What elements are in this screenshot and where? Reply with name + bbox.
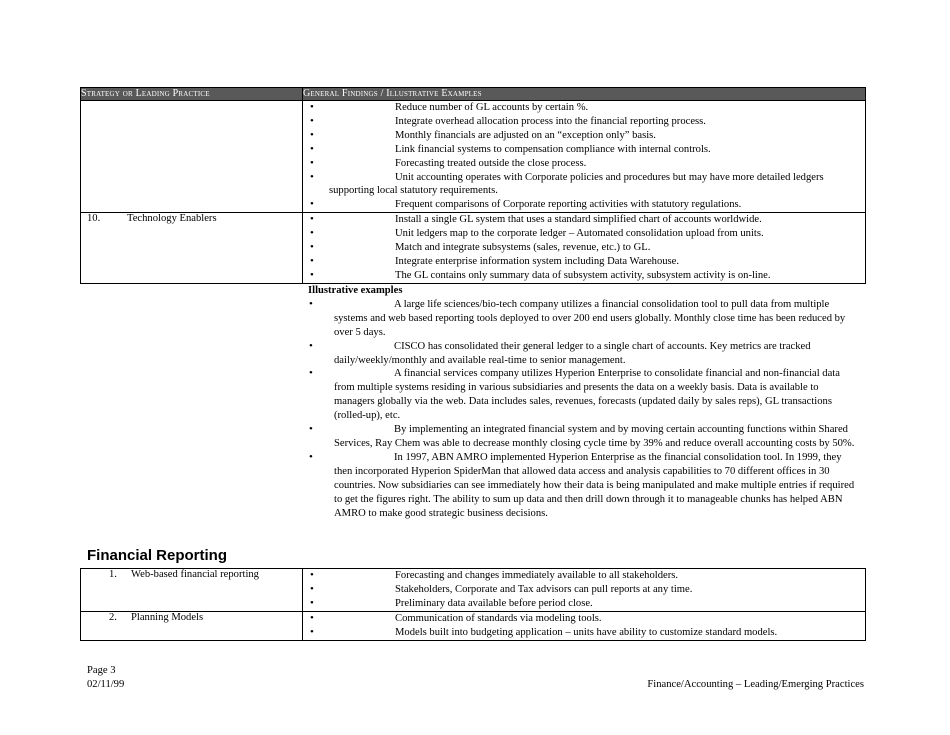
list-item: • Forecasting treated outside the close process. (309, 157, 865, 171)
findings-cell (303, 101, 866, 213)
list-item: • A financial services company utilizes Hyperion Enterprise to consolidate financial and non-financial data from multiple systems residing in various subsidiaries and presents the data on a weekly basis. Data is available to managers globally via the web. Data includes sales, revenues, forecasts (updated daily by sales reps), GL transactions (rolled-up), etc. (308, 367, 861, 423)
list-item: • Match and integrate subsystems (sales, revenue, etc.) to GL. (309, 241, 865, 255)
list-item: • Frequent comparisons of Corporate reporting activities with statutory regulations. (309, 198, 865, 212)
list-item: • Install a single GL system that uses a standard simplified chart of accounts worldwide. (309, 213, 865, 227)
practices-table (80, 87, 866, 284)
footer-left (87, 664, 124, 691)
list-item: • Unit accounting operates with Corporate policies and procedures but may have more detailed ledgers supporting local statutory requirements. (309, 171, 865, 199)
list-item: • A large life sciences/bio-tech company utilizes a financial consolidation tool to pull data from multiple systems and web based reporting tools deployed to over 200 end users globally. Monthly close time has been reduced by over 5 days. (308, 298, 861, 340)
strategy-label: Web-based financial reporting (131, 569, 259, 580)
strategy-cell (81, 611, 303, 640)
list-item: • Link financial systems to compensation compliance with internal controls. (309, 143, 865, 157)
list-item: • CISCO has consolidated their general ledger to a single chart of accounts. Key metrics are tracked daily/weekly/monthly and available real-time to senior management. (308, 340, 861, 368)
row-number: 2. (109, 611, 117, 623)
list-item: • The GL contains only summary data of subsystem activity, subsystem activity is on-line. (309, 269, 865, 283)
section-title: Financial Reporting (87, 547, 228, 564)
strategy-cell-empty (81, 101, 303, 213)
list-item: • In 1997, ABN AMRO implemented Hyperion Enterprise as the financial consolidation tool. In 1999, they then incorporated Hyperion SpiderMan that allowed data access and analysis capabilities to 70 different offices in 30 countries. Now subsidiaries can see immediately how their data is being manipulated and make multiple entries if required to get the figures right. The ability to sum up data and then drill down through it to manageable chunks has helped ABN AMRO to make good strategic business decisions. (308, 451, 861, 521)
illustrative-title: Illustrative examples (308, 285, 403, 296)
strategy-cell (81, 569, 303, 612)
illustrative-examples (308, 284, 861, 520)
row-number: 10. (87, 213, 101, 225)
financial-reporting-table (80, 568, 866, 641)
findings-list (309, 612, 865, 640)
footer-title: Finance/Accounting – Leading/Emerging Practices (647, 679, 864, 690)
table-header-row (81, 88, 866, 101)
list-item: • Models built into budgeting application – units have ability to customize standard models. (309, 626, 865, 640)
list-item: • Reduce number of GL accounts by certain %. (309, 101, 865, 115)
strategy-label: Technology Enablers (127, 213, 217, 225)
table-row-technology-enablers (81, 213, 866, 284)
findings-cell (303, 569, 866, 612)
document-date: 02/11/99 (87, 678, 125, 690)
list-item: • Preliminary data available before period close. (309, 597, 865, 611)
row-number: 1. (109, 569, 117, 580)
strategy-label: Planning Models (131, 611, 204, 623)
table-row-web-based-reporting (81, 569, 866, 612)
findings-list (309, 101, 865, 212)
header-strategy: Strategy or Leading Practice (81, 88, 303, 101)
illustrative-list (308, 298, 861, 521)
strategy-cell (81, 213, 303, 284)
list-item: • Communication of standards via modeling tools. (309, 612, 865, 626)
findings-list (309, 213, 865, 283)
list-item: • Stakeholders, Corporate and Tax advisors can pull reports at any time. (309, 583, 865, 597)
page-number: Page 3 (87, 665, 116, 676)
table-row-planning-models (81, 611, 866, 640)
list-item: • Unit ledgers map to the corporate ledger – Automated consolidation upload from units. (309, 227, 865, 241)
list-item: • Monthly financials are adjusted on an “exception only” basis. (309, 129, 865, 143)
header-findings: General Findings / Illustrative Examples (303, 88, 866, 101)
list-item: • Integrate overhead allocation process into the financial reporting process. (309, 115, 865, 129)
list-item: • By implementing an integrated financial system and by moving certain accounting functions within Shared Services, Ray Chem was able to decrease monthly closing cycle time by 39% and reduce overall accounting costs by 50%. (308, 423, 861, 451)
list-item: • Forecasting and changes immediately available to all stakeholders. (309, 569, 865, 583)
findings-cell (303, 611, 866, 640)
list-item: • Integrate enterprise information system including Data Warehouse. (309, 255, 865, 269)
findings-cell (303, 213, 866, 284)
table-row (81, 101, 866, 213)
findings-list (309, 569, 865, 611)
